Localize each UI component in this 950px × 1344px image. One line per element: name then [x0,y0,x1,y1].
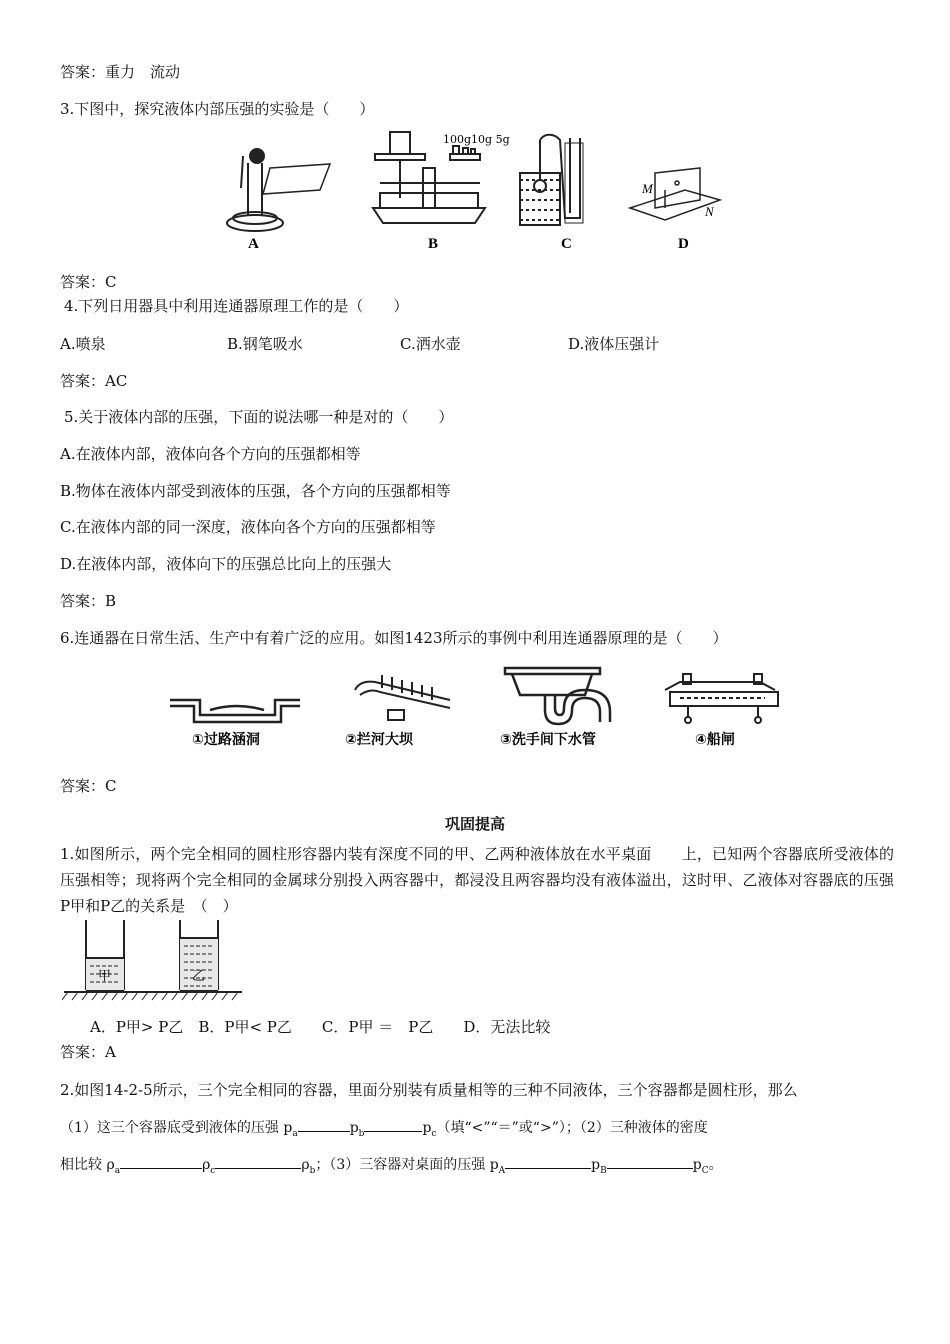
q2-pressure-prefix: （1）这三个容器底受到液体的压强 p [60,1120,293,1136]
figure-q3 [215,128,725,253]
q2-pC: p [692,1157,702,1173]
figure-q6-caption-4: ④船闸 [695,732,735,748]
sub-rho-a: a [114,1165,121,1176]
figure-q6-dam [355,675,450,720]
answer-3: 答案：C [60,273,117,291]
figure-containers-label-left: 甲 [98,969,112,984]
figure-q3-m-label: M [642,181,653,196]
question-5-option-c: C.在液体内部的同一深度，液体向各个方向的压强都相等 [60,518,436,536]
blank-pA-pB[interactable] [505,1154,591,1169]
sub-pB: B [600,1165,607,1176]
q2-pB: p [591,1157,601,1173]
sub-pA: A [498,1165,506,1176]
blank-rho-c-b[interactable] [215,1154,301,1169]
answer-line: 答案：重力 流动 [60,63,181,81]
figure-q3-label-c: C [561,236,572,252]
answer-6: 答案：C [60,777,117,795]
consolidation-question-1: 1.如图所示，两个完全相同的圆柱形容器内装有深度不同的甲、乙两种液体放在水平桌面 上，已知两个容器底所受液体的压强相等；现将两个完全相同的金属球分别投入两容器中，都浸没且两容器均没有液体溢出，这时甲、乙液体对容器底的压强P甲和P乙的关系是 （ ） [60,845,894,915]
question-4-option-c: C.洒水壶 [400,335,461,353]
q2-density-prefix: 相比较 ρ [60,1157,115,1173]
q2-end: 。 [708,1157,723,1173]
question-5-option-d: D.在液体内部，液体向下的压强总比向上的压强大 [60,555,392,573]
sub-b: b [358,1128,365,1139]
q2-rho-c: ρ [202,1157,211,1173]
figure-q3-label-d: D [678,236,689,252]
q2-rho-b: ρ [301,1157,310,1173]
figure-q6-caption-1: ①过路涵洞 [192,732,260,748]
figure-q3-c [520,135,583,225]
consolidation-question-2-line-3 [60,1154,723,1181]
answer-5: 答案：B [60,592,117,610]
question-4-option-b: B.钢笔吸水 [227,335,303,353]
q2-table-prefix: ；（3）三容器对桌面的压强 p [315,1157,499,1173]
question-5: 5.关于液体内部的压强，下面的说法哪一种是对的（ ） [64,408,454,426]
consolidation-answer-1: 答案：A [60,1043,116,1061]
q2-pressure-suffix: （填“<”“＝”或“>”）；（2）三种液体的密度 [436,1120,708,1136]
figure-q6-caption-3: ③洗手间下水管 [500,732,596,748]
question-4: 4.下列日用器具中利用连通器原理工作的是（ ） [64,297,409,315]
sub-a: a [292,1128,298,1139]
figure-q3-label-b: B [428,236,439,252]
question-4-option-a: A.喷泉 [60,335,106,353]
sub-rho-c: c [210,1165,216,1176]
sub-pC: C [701,1165,709,1176]
question-5-option-b: B.物体在液体内部受到液体的压强，各个方向的压强都相等 [60,482,451,500]
q2-pb: p [349,1120,359,1136]
blank-rho-a-c[interactable] [120,1154,202,1169]
figure-q6-culvert [170,700,300,722]
blank-pb-pc[interactable] [364,1117,422,1132]
figure-q6-lock [665,674,778,723]
consolidation-question-2-line-2 [60,1117,708,1144]
q2-pc: p [422,1120,432,1136]
figure-q6-sink [505,668,610,724]
figure-q3-weights: 100g10g 5g [443,133,510,146]
figure-containers-label-right: 乙 [192,969,206,984]
blank-pB-pC[interactable] [607,1154,693,1169]
sub-c: c [431,1128,437,1139]
figure-containers [62,918,252,1003]
figure-q6 [160,660,810,755]
sub-rho-b: b [309,1165,316,1176]
figure-q3-a [227,149,330,231]
figure-q3-n-label: N [705,204,714,219]
blank-pa-pb[interactable] [298,1117,350,1132]
section-heading: 巩固提高 [444,815,505,833]
figure-q3-label-a: A [248,236,259,252]
consolidation-question-1-options: A．P甲> P乙 B．P甲< P乙 C．P甲 ＝ P乙 D．无法比较 [90,1018,551,1036]
question-4-option-d: D.液体压强计 [568,335,660,353]
figure-q6-caption-2: ②拦河大坝 [345,732,413,748]
question-6: 6.连通器在日常生活、生产中有着广泛的应用。如图1423所示的事例中利用连通器原理的是（ ） [60,629,728,647]
question-5-option-a: A.在液体内部，液体向各个方向的压强都相等 [60,445,361,463]
consolidation-question-2-line-1: 2.如图14-2-5所示，三个完全相同的容器，里面分别装有质量相等的三种不同液体，三个容器都是圆柱形，那么 [60,1081,798,1099]
answer-4: 答案：AC [60,372,128,390]
question-3: 3.下图中，探究液体内部压强的实验是（ ） [60,100,375,118]
